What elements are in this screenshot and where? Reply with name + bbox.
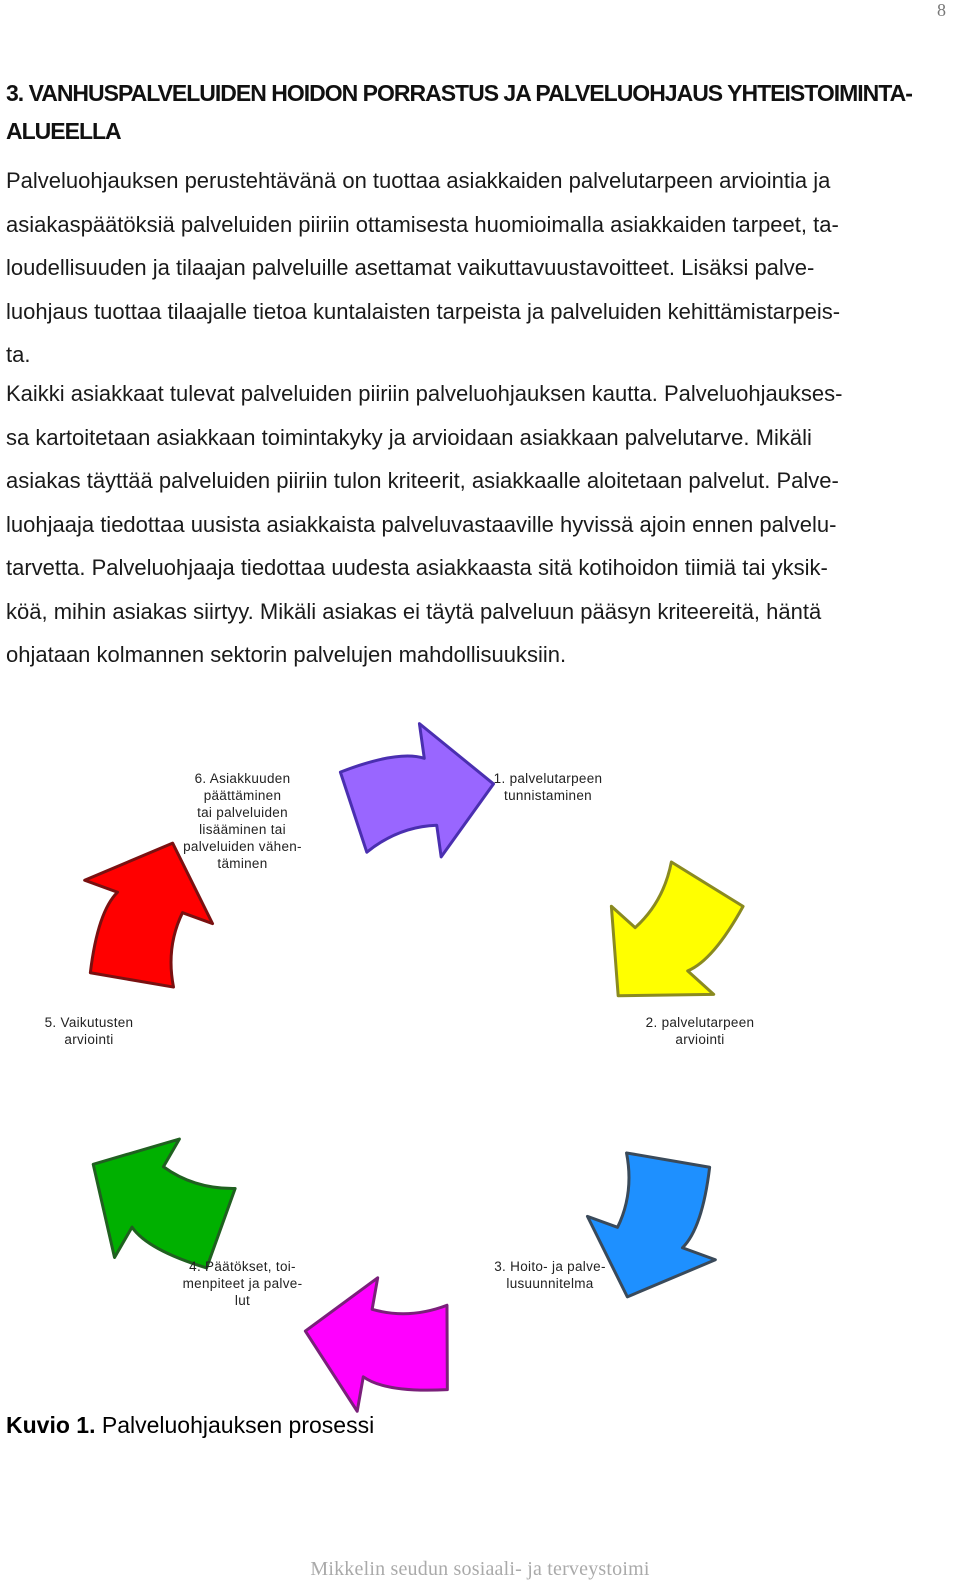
step-5-label: 5. Vaikutusten arviointi bbox=[44, 1015, 134, 1047]
caption-label: Kuvio 1. bbox=[6, 1412, 96, 1438]
section-heading: 3. VANHUSPALVELUIDEN HOIDON PORRASTUS JA PALVELUOHJAUS YHTEISTOIMINTA-ALUEELLA bbox=[6, 80, 912, 144]
page-number: 8 bbox=[937, 0, 946, 20]
paragraph-1: Palveluohjauksen perustehtävänä on tuottaa asiakkaiden palvelutarpeen arviointia ja asiakaspäätöksiä palveluiden piiriin ottamisesta huomioimalla asiakkaiden tarpeet, ta- loudellisuuden ja tilaajan palveluille asettamat vaikuttavuustavoitteet. Lisäksi palve- luohjaus tuottaa tilaajalle tietoa kuntalaisten tarpeista ja palveluiden kehittämistarpeis- ta. bbox=[6, 168, 841, 367]
step-3-label: 3. Hoito- ja palve- lusuunnitelma bbox=[494, 1259, 606, 1291]
arrow-blue bbox=[566, 1134, 744, 1321]
process-arrows bbox=[0, 720, 960, 1440]
process-diagram bbox=[0, 720, 960, 1440]
step-2-label: 2. palvelutarpeen arviointi bbox=[645, 1015, 755, 1047]
page-footer: Mikkelin seudun sosiaali- ja terveystoimi bbox=[310, 1558, 650, 1580]
arrow-yellow bbox=[570, 841, 771, 1043]
step-1-label: 1. palvelutarpeen tunnistaminen bbox=[493, 771, 603, 803]
arrow-blue-shape bbox=[566, 1134, 744, 1321]
step-4-label: 4. Päätökset, toi- menpiteet ja palve- lut bbox=[182, 1259, 303, 1308]
arrow-yellow-shape bbox=[570, 841, 771, 1043]
caption-text: Palveluohjauksen prosessi bbox=[101, 1412, 375, 1438]
paragraph-2: Kaikki asiakkaat tulevat palveluiden piiriin palveluohjauksen kautta. Palveluohjaukses- sa kartoitetaan asiakkaan toimintakyky ja arvioidaan asiakkaan palvelutarve. Mikäli asiakas täyttää palveluiden piiriin tulon kriteerit, asiakkaalle aloitetaan palvelut. Palve- luohjaaja tiedottaa uusista asiakkaista palveluvastaaville hyvissä ajoin ennen palvelu- tarvetta. Palveluohjaaja tiedottaa uudesta asiakkaasta sitä kotihoidon tiimiä tai yksik- köä, mihin asiakas siirtyy. Mikäli asiakas ei täytä palveluun pääsyn kriteereitä, häntä ohjataan kolmannen sektorin palvelujen mahdollisuuksiin. bbox=[6, 381, 843, 667]
step-6-label: 6. Asiakkuuden päättäminen tai palveluiden lisääminen tai palveluiden vähen- täminen bbox=[183, 771, 302, 871]
figure-caption bbox=[6, 1412, 374, 1439]
